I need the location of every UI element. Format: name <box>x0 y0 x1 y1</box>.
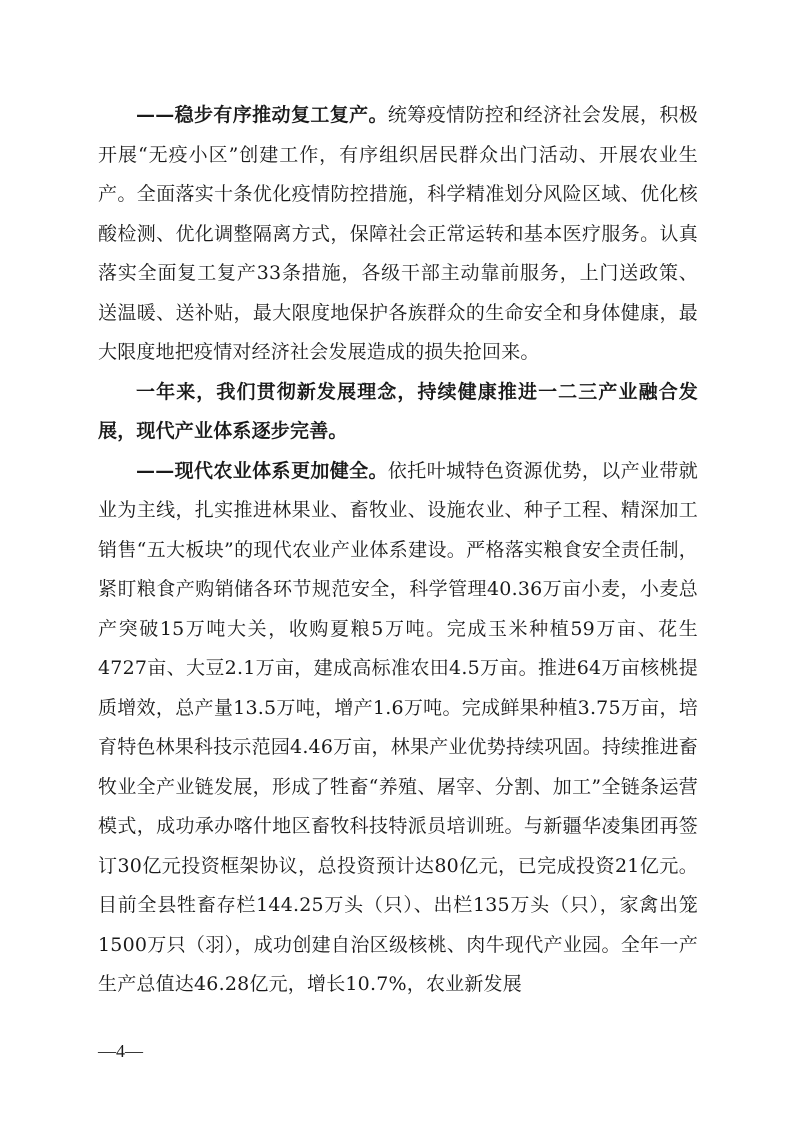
paragraph-lead-resume-work: ——稳步有序推动复工复产。 <box>136 104 388 126</box>
page-number: —4— <box>98 1041 143 1061</box>
paragraph-modern-agriculture <box>98 452 698 1005</box>
paragraph-text-resume-work: 统筹疫情防控和经济社会发展，积极开展“无疫小区”创建工作，有序组织居民群众出门活动、开展农业生产。全面落实十条优化疫情防控措施，科学精准划分风险区域、优化核酸检测、优化调整隔离方式，保障社会正常运转和基本医疗服务。认真落实全面复工复产33条措施，各级干部主动靠前服务，上门送政策、送温暖、送补贴，最大限度地保护各族群众的生命安全和身体健康，最大限度地把疫情对经济社会发展造成的损失抢回来。 <box>98 104 698 363</box>
section-summary-heading: 一年来，我们贯彻新发展理念，持续健康推进一二三产业融合发展，现代产业体系逐步完善。 <box>98 380 698 442</box>
paragraph-lead-modern-agriculture: ——现代农业体系更加健全。 <box>136 459 388 482</box>
document-body <box>98 96 698 1005</box>
paragraph-resume-work <box>98 96 698 373</box>
paragraph-text-modern-agriculture: 依托叶城特色资源优势，以产业带就业为主线，扎实推进林果业、畜牧业、设施农业、种子工程、精深加工销售“五大板块”的现代农业产业体系建设。严格落实粮食安全责任制，紧盯粮食产购销储各环节规范安全，科学管理40.36万亩小麦，小麦总产突破15万吨大关，收购夏粮5万吨。完成玉米种植59万亩、花生4727亩、大豆2.1万亩，建成高标准农田4.5万亩。推进64万亩核桃提质增效，总产量13.5万吨，增产1.6万吨。完成鲜果种植3.75万亩，培育特色林果科技示范园4.46万亩，林果产业优势持续巩固。持续推进畜牧业全产业链发展，形成了牲畜“养殖、屠宰、分割、加工”全链条运营模式，成功承办喀什地区畜牧科技特派员培训班。与新疆华凌集团再签订30亿元投资框架协议，总投资预计达80亿元，已完成投资21亿元。目前全县牲畜存栏144.25万头（只）、出栏135万头（只），家禽出笼1500万只（羽），成功创建自治区级核桃、肉牛现代产业园。全年一产生产总值达46.28亿元，增长10.7%，农业新发展 <box>98 459 698 995</box>
